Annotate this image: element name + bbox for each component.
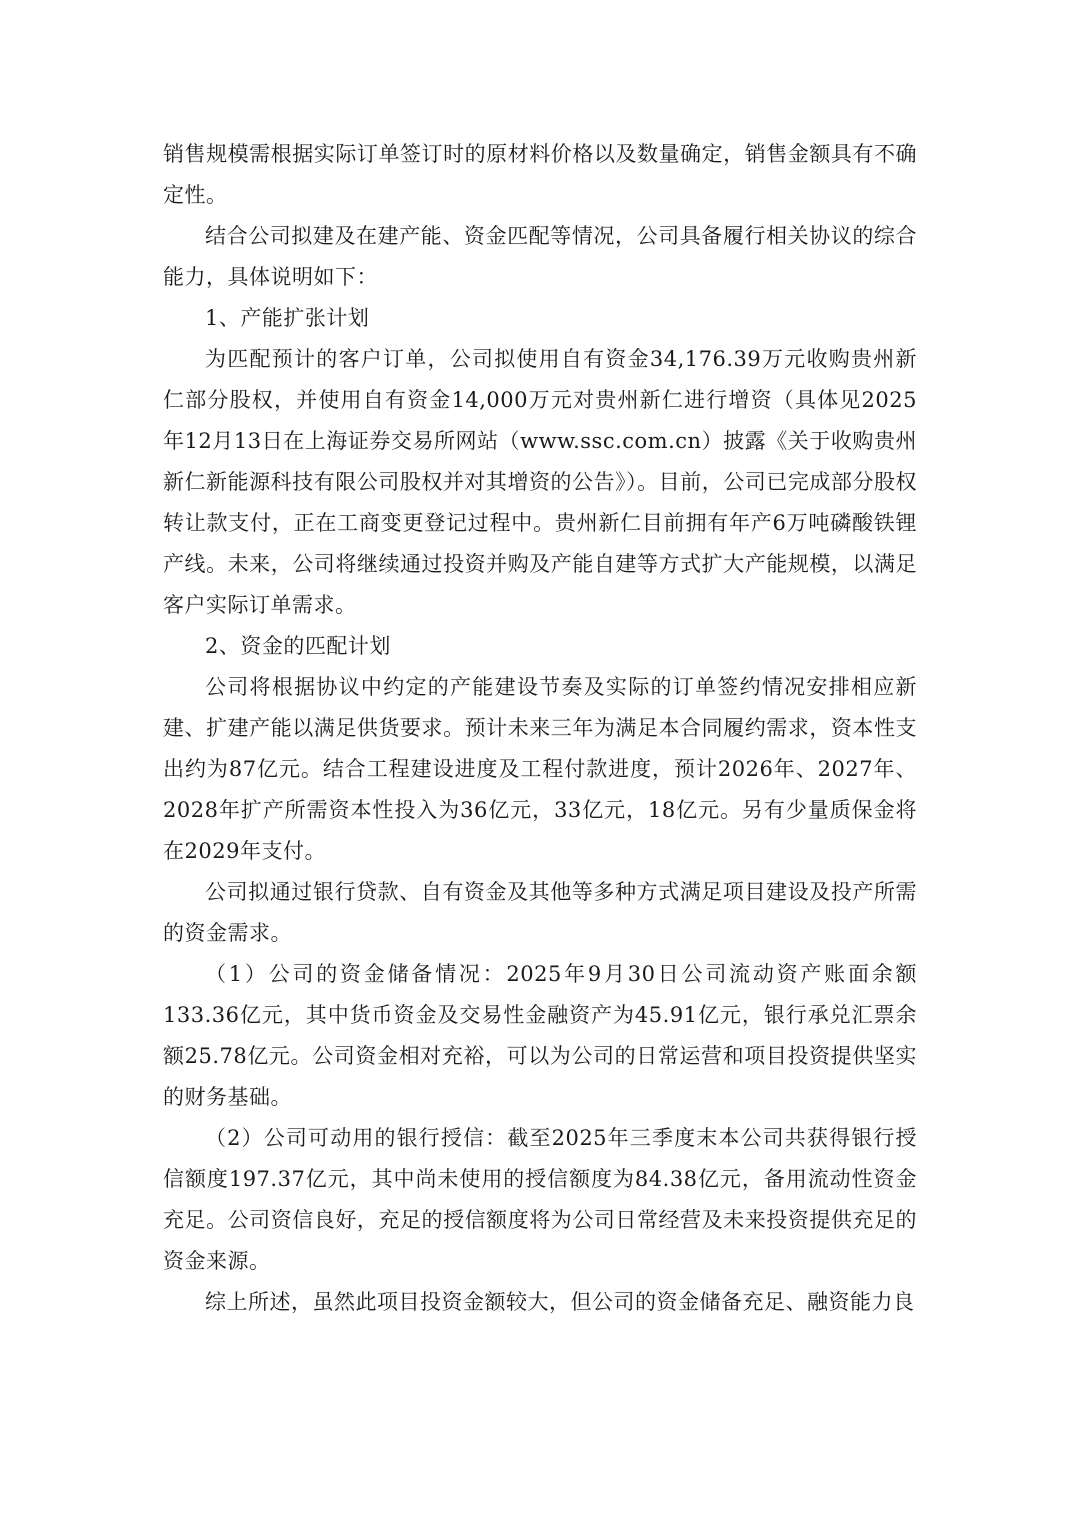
paragraph-capability-intro: 结合公司拟建及在建产能、资金匹配等情况，公司具备履行相关协议的综合能力，具体说明如下： <box>163 224 917 289</box>
paragraph-funding-sources: 公司拟通过银行贷款、自有资金及其他等多种方式满足项目建设及投产所需的资金需求。 <box>163 880 917 945</box>
paragraph-bank-credit: （2）公司可动用的银行授信：截至2025年三季度末本公司共获得银行授信额度197.37亿元，其中尚未使用的授信额度为84.38亿元，备用流动性资金充足。公司资信良好，充足的授信额度将为公司日常经营及未来投资提供充足的资金来源。 <box>163 1126 917 1273</box>
heading-funding-plan: 2、资金的匹配计划 <box>205 634 391 658</box>
paragraph-funding-plan: 公司将根据协议中约定的产能建设节奏及实际的订单签约情况安排相应新建、扩建产能以满足供货要求。预计未来三年为满足本合同履约需求，资本性支出约为87亿元。结合工程建设进度及工程付款进度，预计2026年、2027年、2028年扩产所需资本性投入为36亿元，33亿元，18亿元。另有少量质保金将在2029年支付。 <box>163 675 917 863</box>
paragraph-cash-reserves: （1）公司的资金储备情况：2025年9月30日公司流动资产账面余额133.36亿元，其中货币资金及交易性金融资产为45.91亿元，银行承兑汇票余额25.78亿元。公司资金相对充裕，可以为公司的日常运营和项目投资提供坚实的财务基础。 <box>163 962 917 1109</box>
paragraph-capacity-expansion: 为匹配预计的客户订单，公司拟使用自有资金34,176.39万元收购贵州新仁部分股权，并使用自有资金14,000万元对贵州新仁进行增资（具体见2025年12月13日在上海证券交易所网站（www.ssc.com.cn）披露《关于收购贵州新仁新能源科技有限公司股权并对其增资的公告》）。目前，公司已完成部分股权转让款支付，正在工商变更登记过程中。贵州新仁目前拥有年产6万吨磷酸铁锂产线。未来，公司将继续通过投资并购及产能自建等方式扩大产能规模，以满足客户实际订单需求。 <box>163 347 917 617</box>
document-body <box>163 134 917 1323</box>
heading-capacity-expansion: 1、产能扩张计划 <box>205 306 370 330</box>
paragraph-conclusion: 综上所述，虽然此项目投资金额较大，但公司的资金储备充足、融资能力良 <box>205 1290 915 1314</box>
paragraph-sales-scale: 销售规模需根据实际订单签订时的原材料价格以及数量确定，销售金额具有不确定性。 <box>163 142 917 207</box>
